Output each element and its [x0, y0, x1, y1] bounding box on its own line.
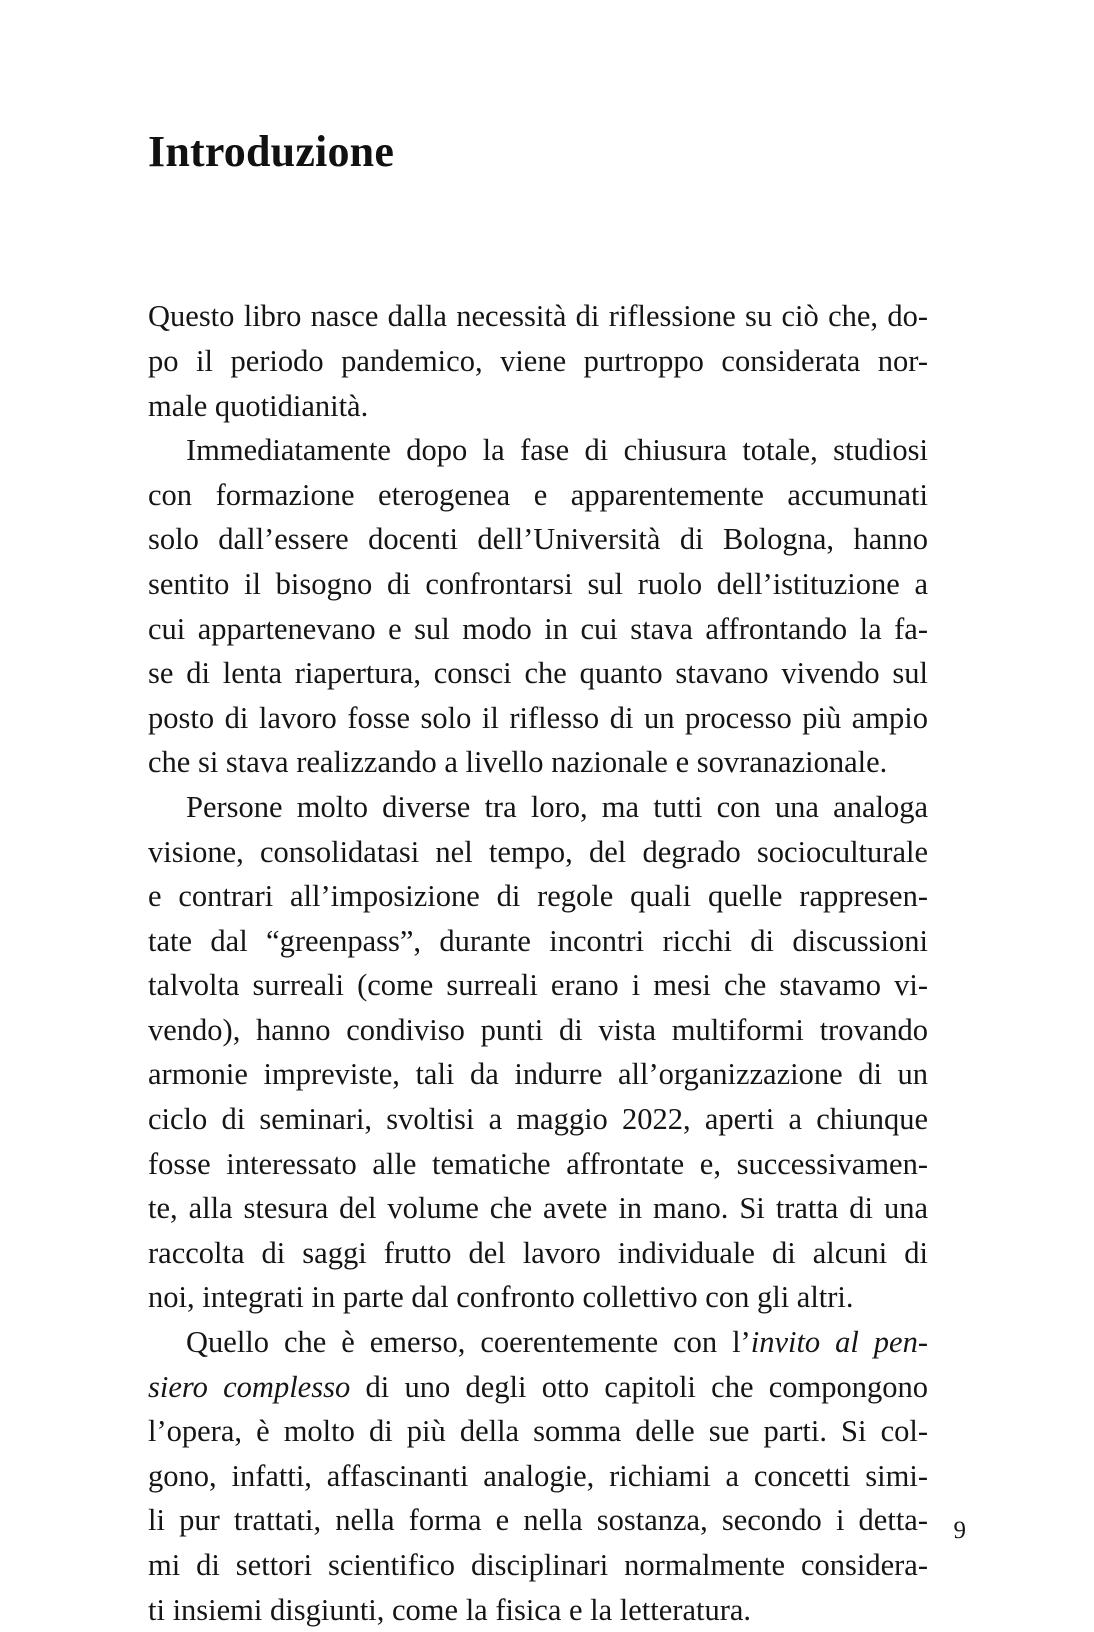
body-text	[148, 294, 928, 1632]
text-line-with-italic: siero complesso di uno degli otto capitoli che compongono	[148, 1369, 928, 1404]
paragraph-4	[148, 1320, 928, 1632]
text-line: po il periodo pandemico, viene purtroppo considerata nor-	[148, 343, 928, 378]
page-number: 9	[953, 1517, 966, 1544]
text-line: mi di settori scientifico disciplinari normalmente considera-	[148, 1548, 928, 1583]
text-line-with-italic: Quello che è emerso, coerentemente con l’invito al pen-	[186, 1325, 928, 1360]
text-line: Persone molto diverse tra loro, ma tutti con una analoga	[186, 789, 928, 824]
text-line: Immediatamente dopo la fase di chiusura totale, studiosi	[186, 433, 928, 468]
text-line: armonie impreviste, tali da indurre all’organizzazione di un	[148, 1057, 928, 1092]
text-line: male quotidianità.	[148, 388, 369, 423]
text-line: e contrari all’imposizione di regole quali quelle rappresen-	[148, 879, 928, 914]
text-line: posto di lavoro fosse solo il riflesso di un processo più ampio	[148, 700, 928, 735]
text-line: Questo libro nasce dalla necessità di riflessione su ciò che, do-	[148, 299, 928, 334]
text-line: te, alla stesura del volume che avete in mano. Si tratta di una	[148, 1191, 928, 1226]
text-line: li pur trattati, nella forma e nella sostanza, secondo i detta-	[148, 1503, 928, 1538]
text-line: noi, integrati in parte dal confronto collettivo con gli altri.	[148, 1280, 854, 1315]
text-line: con formazione eterogenea e apparentemente accumunati	[148, 477, 928, 512]
text-line: gono, infatti, affascinanti analogie, richiami a concetti simi-	[148, 1458, 928, 1493]
text-line: ti insiemi disgiunti, come la fisica e la letteratura.	[148, 1592, 752, 1627]
text-line: che si stava realizzando a livello nazionale e sovranazionale.	[148, 745, 888, 780]
text-line: vendo), hanno condiviso punti di vista multiformi trovando	[148, 1012, 928, 1047]
text-line: raccolta di saggi frutto del lavoro individuale di alcuni di	[148, 1235, 928, 1270]
text-line: cui appartenevano e sul modo in cui stava affrontando la fa-	[148, 611, 928, 646]
text-line: tate dal “greenpass”, durante incontri ricchi di discussioni	[148, 923, 928, 958]
paragraph-2	[148, 428, 928, 785]
paragraph-1	[148, 294, 928, 428]
text-line: ciclo di seminari, svoltisi a maggio 2022, aperti a chiunque	[148, 1102, 928, 1137]
page-title: Introduzione	[148, 127, 395, 176]
text-line: l’opera, è molto di più della somma delle sue parti. Si col-	[148, 1414, 928, 1449]
paragraph-3	[148, 785, 928, 1320]
text-line: se di lenta riapertura, consci che quanto stavano vivendo sul	[148, 656, 928, 691]
page-content	[148, 0, 928, 1632]
text-line: visione, consolidatasi nel tempo, del degrado socioculturale	[148, 834, 928, 869]
text-line: sentito il bisogno di confrontarsi sul ruolo dell’istituzione a	[148, 566, 928, 601]
text-line: fosse interessato alle tematiche affrontate e, successivamen-	[148, 1146, 928, 1181]
text-line: solo dall’essere docenti dell’Università di Bologna, hanno	[148, 522, 928, 557]
text-line: talvolta surreali (come surreali erano i mesi che stavamo vi-	[148, 968, 928, 1003]
